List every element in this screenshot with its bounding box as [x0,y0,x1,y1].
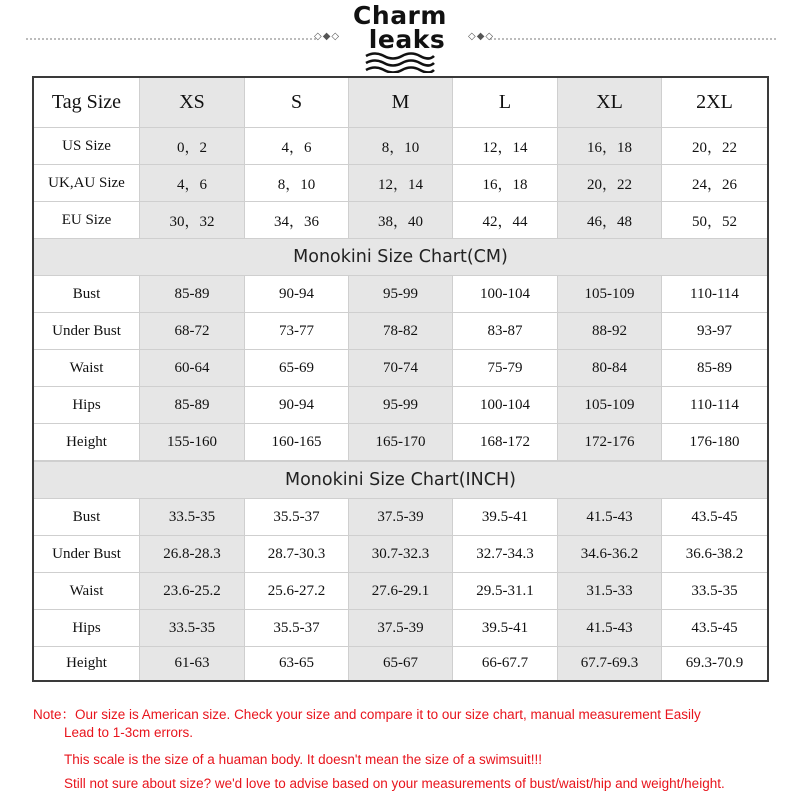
row-label: Under Bust [34,313,140,350]
table-cell: 37.5-39 [349,499,453,536]
table-cell: 75-79 [453,350,558,387]
table-cell: 63-65 [245,647,349,680]
table-cell: 65-69 [245,350,349,387]
table-cell: 12，14 [453,128,558,165]
section-title-inch: Monokini Size Chart(INCH) [34,461,767,499]
table-cell: 65-67 [349,647,453,680]
section-title-cm: Monokini Size Chart(CM) [34,238,767,276]
table-row [34,536,767,573]
table-cell: 37.5-39 [349,610,453,647]
table-cell: 38，40 [349,202,453,239]
table-cell: 66-67.7 [453,647,558,680]
row-label: Waist [34,573,140,610]
note-line-4: Still not sure about size? we'd love to advise based on your measurements of bust/waist/hip and weight/height. [64,776,725,791]
size-header: XS [140,78,245,128]
table-cell: 105-109 [558,276,662,313]
table-row [34,424,767,461]
table-cell: 4，6 [140,165,245,202]
table-cell: 39.5-41 [453,610,558,647]
header [0,0,800,76]
table-cell: 28.7-30.3 [245,536,349,573]
table-row [34,202,767,239]
table-cell: 83-87 [453,313,558,350]
table-cell: 26.8-28.3 [140,536,245,573]
table-cell: 16，18 [453,165,558,202]
table-cell: 78-82 [349,313,453,350]
table-cell: 69.3-70.9 [685,655,744,671]
table-cell: 43.5-45 [662,499,767,536]
table-row [34,387,767,424]
table-cell: 35.5-37 [245,610,349,647]
table-cell: 27.6-29.1 [349,573,453,610]
table-cell: 68-72 [140,313,245,350]
table-cell: 73-77 [245,313,349,350]
table-cell: 50，52 [662,202,767,239]
table-cell: 100-104 [453,276,558,313]
table-row [34,610,767,647]
table-header-row [34,78,767,128]
table-cell: 34，36 [245,202,349,239]
table-cell: 110-114 [662,276,767,313]
header-label: Tag Size [34,78,140,128]
table-cell: 90-94 [245,276,349,313]
row-label: US Size [34,128,140,165]
note-line-2: Lead to 1-3cm errors. [64,725,194,740]
table-cell: 33.5-35 [140,610,245,647]
row-label: Hips [34,610,140,647]
table-cell: 39.5-41 [453,499,558,536]
row-label: EU Size [34,202,140,239]
table-cell: 34.6-36.2 [558,536,662,573]
dotted-divider-right [490,38,776,40]
table-cell: 70-74 [349,350,453,387]
table-cell: 36.6-38.2 [662,536,767,573]
table-cell: 29.5-31.1 [453,573,558,610]
row-label: Height [34,647,140,680]
table-cell: 43.5-45 [662,610,767,647]
table-cell: 88-92 [558,313,662,350]
table-cell: 33.5-35 [140,499,245,536]
table-cell: 16，18 [558,128,662,165]
table-cell: 30.7-32.3 [349,536,453,573]
row-label: UK,AU Size [34,165,140,202]
table-cell: 100-104 [453,387,558,424]
table-cell: 67.7-69.3 [558,647,662,680]
table-cell: 61-63 [140,647,245,680]
size-header: 2XL [662,78,767,128]
diamond-ornament-left: ◇◆◇ [314,31,341,42]
table-cell: 0，2 [140,128,245,165]
table-cell: 172-176 [558,424,662,461]
table-cell: 93-97 [662,313,767,350]
table-cell: 33.5-35 [662,573,767,610]
waves-icon [364,51,436,73]
table-cell: 4，6 [245,128,349,165]
table-cell: 8，10 [245,165,349,202]
row-label: Height [34,424,140,461]
dotted-divider-left [26,38,316,40]
table-cell: 31.5-33 [558,573,662,610]
table-cell: 165-170 [349,424,453,461]
brand-line-2: leaks [368,25,446,54]
table-cell: 168-172 [453,424,558,461]
table-cell: 155-160 [140,424,245,461]
table-cell: 95-99 [349,387,453,424]
row-label: Under Bust [34,536,140,573]
table-cell: 24，26 [662,165,767,202]
table-cell: 23.6-25.2 [140,573,245,610]
table-cell: 32.7-34.3 [453,536,558,573]
table-cell: 35.5-37 [245,499,349,536]
table-cell: 12，14 [349,165,453,202]
table-cell: 20，22 [662,128,767,165]
table-row [34,647,767,680]
table-cell: 110-114 [662,387,767,424]
row-label: Hips [34,387,140,424]
table-row [34,165,767,202]
table-cell: 80-84 [558,350,662,387]
note-line-3: This scale is the size of a huaman body. It doesn't mean the size of a swimsuit!!! [64,752,543,767]
size-chart-table [32,76,769,682]
table-cell: 85-89 [140,276,245,313]
table-cell: 60-64 [140,350,245,387]
table-cell: 20，22 [558,165,662,202]
table-cell: 90-94 [245,387,349,424]
table-cell: 176-180 [662,424,767,461]
diamond-ornament-right: ◇◆◇ [468,31,495,42]
size-header: XL [558,78,662,128]
brand-logo [340,1,460,54]
table-cell: 85-89 [140,387,245,424]
size-header: L [453,78,558,128]
table-cell: 25.6-27.2 [245,573,349,610]
table-row [34,276,767,313]
table-cell: 160-165 [245,424,349,461]
note-line-1: Note：Our size is American size. Check your size and compare it to our size chart, manual measurement Easily [33,707,701,722]
table-cell: 105-109 [558,387,662,424]
table-cell: 85-89 [662,350,767,387]
table-cell: 42，44 [453,202,558,239]
table-row [34,499,767,536]
table-row [34,128,767,165]
brand-line-1: Charm [353,1,447,30]
table-cell: 46，48 [558,202,662,239]
row-label: Bust [34,499,140,536]
table-cell: 95-99 [349,276,453,313]
table-row [34,313,767,350]
table-cell: 30，32 [140,202,245,239]
table-cell: 41.5-43 [558,610,662,647]
table-row [34,573,767,610]
row-label: Bust [34,276,140,313]
table-cell: 41.5-43 [558,499,662,536]
row-label: Waist [34,350,140,387]
size-header: S [245,78,349,128]
size-header: M [349,78,453,128]
table-row [34,350,767,387]
table-cell: 8，10 [349,128,453,165]
